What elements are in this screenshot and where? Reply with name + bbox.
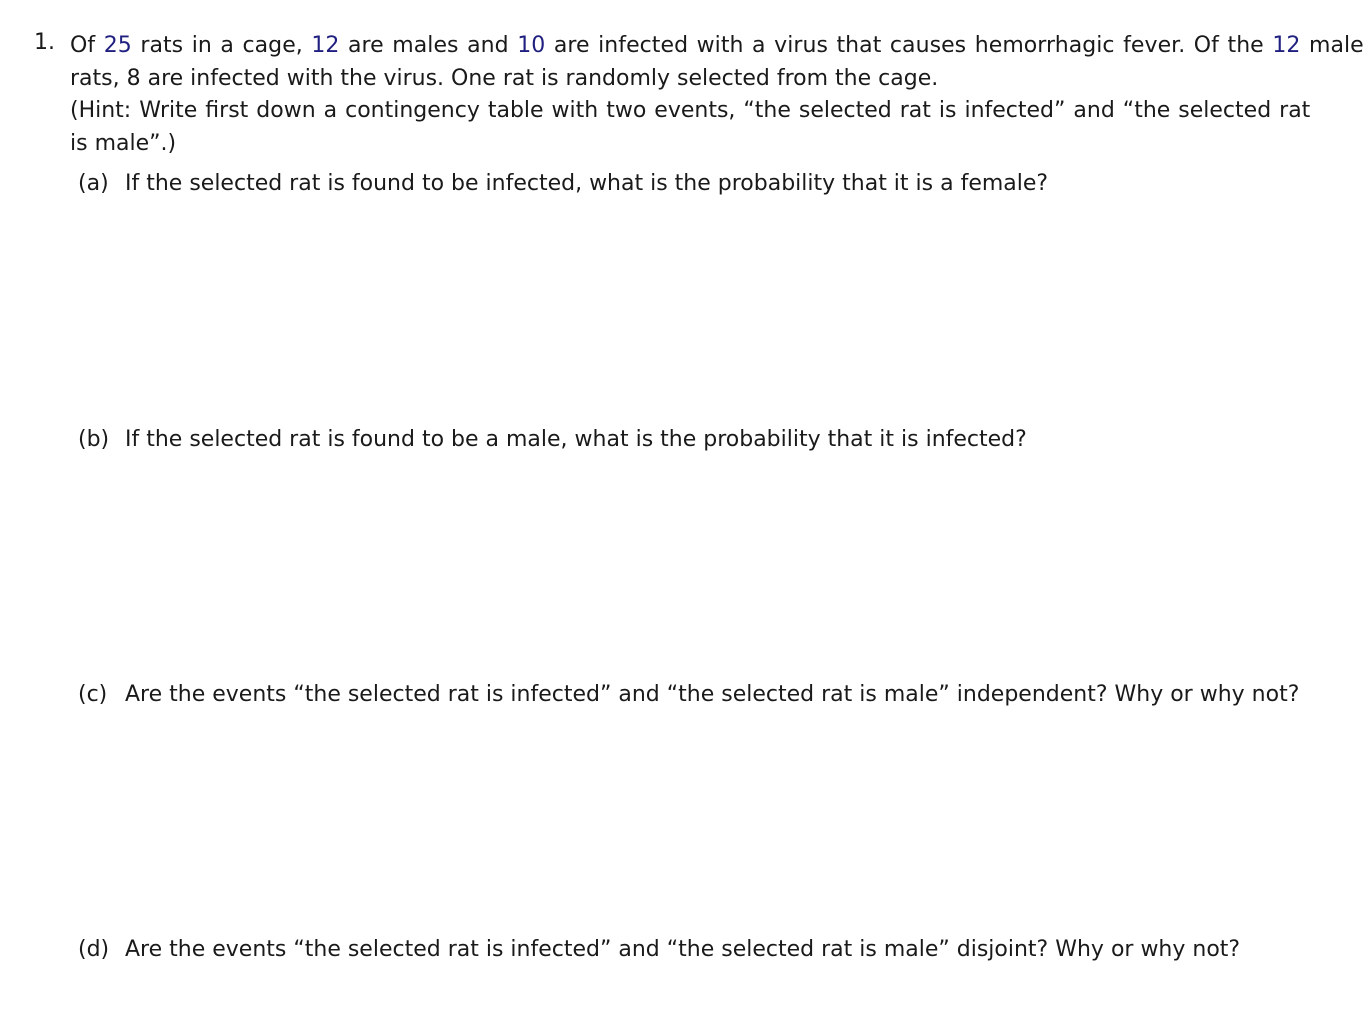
part-a-label: (a) — [78, 171, 109, 196]
statement-line-2: rats, 8 are infected with the virus. One rat is randomly selected from the cage. — [70, 65, 939, 91]
part-b-question: If the selected rat is found to be a male, what is the probability that it is infected? — [125, 427, 1027, 452]
statement-line-1 — [70, 30, 1364, 63]
part-b — [78, 427, 1027, 452]
statement-text: male — [1300, 33, 1364, 58]
part-c — [78, 682, 1299, 707]
part-d-question: Are the events “the selected rat is infected” and “the selected rat is male” disjoint? Why or why not? — [125, 937, 1241, 962]
part-a-question: If the selected rat is found to be infected, what is the probability that it is a female? — [125, 171, 1049, 196]
statement-text: Of — [70, 33, 104, 58]
statement-text: are males and — [339, 33, 518, 58]
infected-rats-value: 10 — [517, 33, 546, 58]
statement-text: are infected with a virus that causes hemorrhagic fever. Of the — [545, 33, 1273, 58]
problem-number: 1. — [34, 30, 55, 55]
answer-space-a — [78, 215, 1318, 415]
part-c-question: Are the events “the selected rat is infected” and “the selected rat is male” independent? Why or why not? — [125, 682, 1300, 707]
total-rats-value: 25 — [103, 33, 132, 58]
male-rats-value: 12 — [311, 33, 340, 58]
part-b-label: (b) — [78, 427, 110, 452]
problem-1 — [34, 30, 1364, 160]
part-a — [78, 171, 1048, 196]
hint-line-2: is male”.) — [70, 130, 177, 156]
problem-statement — [70, 30, 1364, 160]
statement-text: rats in a cage, — [131, 33, 312, 58]
answer-space-c — [78, 725, 1318, 925]
hint-line-1: (Hint: Write first down a contingency table with two events, “the selected rat is infected” and “the selected rat — [70, 98, 1311, 123]
male-rats-value-2: 12 — [1272, 33, 1301, 58]
part-d-label: (d) — [78, 937, 110, 962]
answer-space-b — [78, 470, 1318, 670]
part-c-label: (c) — [78, 682, 108, 707]
part-d — [78, 937, 1240, 962]
